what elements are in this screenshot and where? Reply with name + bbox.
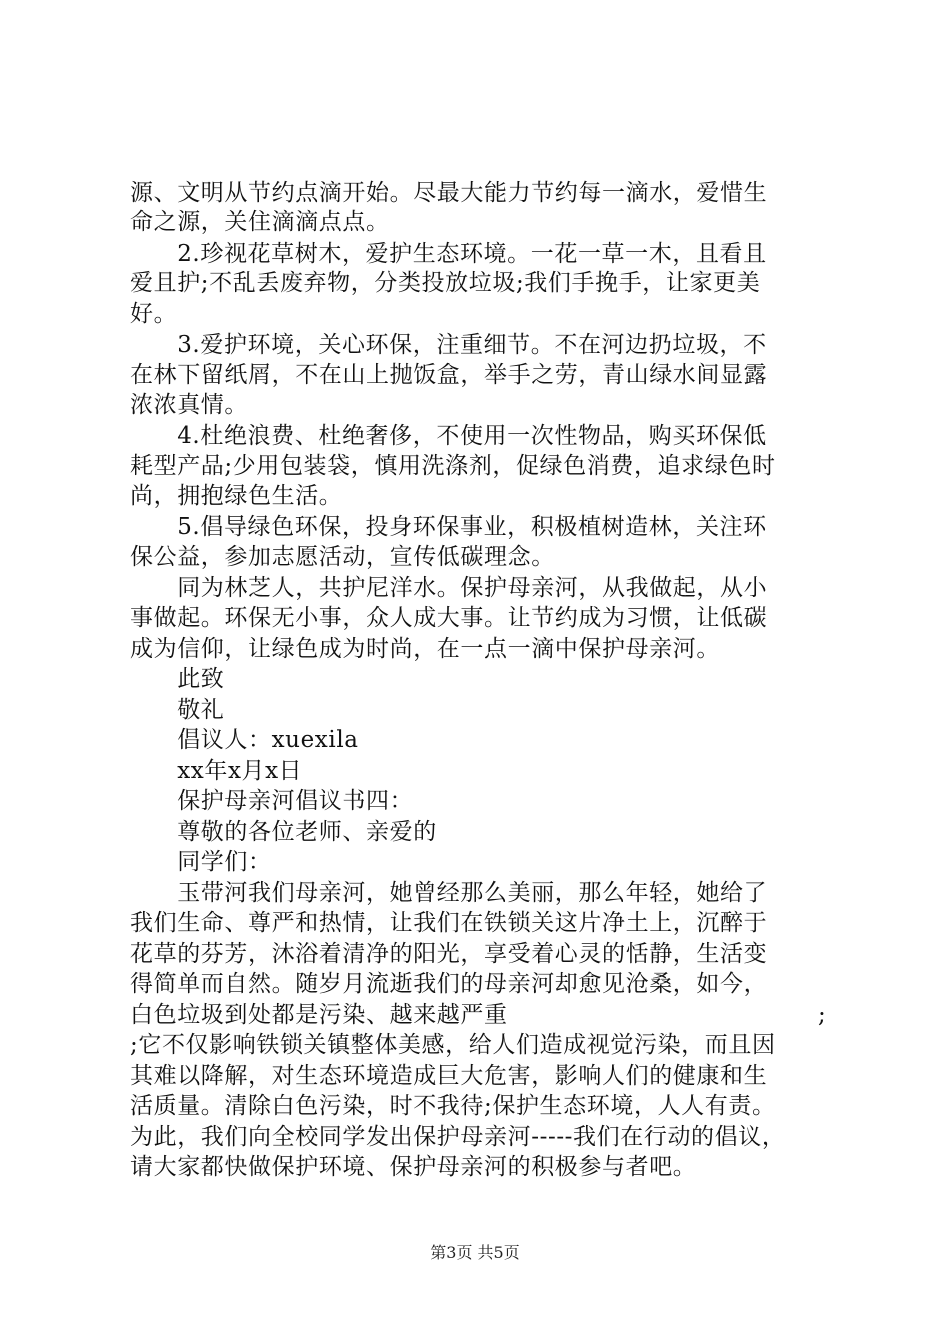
body-line: 5.倡导绿色环保，投身环保事业，积极植树造林，关注环 bbox=[130, 514, 767, 540]
body-line: 4.杜绝浪费、杜绝奢侈，不使用一次性物品，购买环保低 bbox=[130, 423, 767, 449]
body-line: ;它不仅影响铁锁关镇整体美感，给人们造成视觉污染，而且因 bbox=[130, 1032, 776, 1058]
closing-line: 此致 bbox=[130, 666, 225, 692]
body-line: 白色垃圾到处都是污染、越来越严重 bbox=[130, 1002, 508, 1028]
body-line: 事做起。环保无小事，众人成大事。让节约成为习惯，让低碳 bbox=[130, 605, 768, 631]
body-line: 尚，拥抱绿色生活。 bbox=[130, 483, 343, 509]
body-line: 2.珍视花草树木，爱护生态环境。一花一草一木，且看且 bbox=[130, 241, 767, 267]
body-line: 花草的芬芳，沐浴着清净的阳光，享受着心灵的恬静，生活变 bbox=[130, 941, 768, 967]
date-line: xx年x月x日 bbox=[130, 758, 303, 784]
trailing-semicolon: ; bbox=[818, 1002, 826, 1028]
body-line: 成为信仰，让绿色成为时尚，在一点一滴中保护母亲河。 bbox=[130, 636, 720, 662]
body-line: 命之源，关住滴滴点点。 bbox=[130, 209, 390, 235]
body-line: 同为林芝人，共护尼洋水。保护母亲河，从我做起，从小 bbox=[130, 575, 768, 601]
salutation-line: 同学们： bbox=[130, 849, 272, 875]
body-line: 活质量。清除白色污染，时不我待;保护生态环境，人人有责。 bbox=[130, 1093, 776, 1119]
body-line: 源、文明从节约点滴开始。尽最大能力节约每一滴水，爱惜生 bbox=[130, 180, 768, 206]
body-line: 其难以降解，对生态环境造成巨大危害，影响人们的健康和生 bbox=[130, 1063, 768, 1089]
body-line: 为此，我们向全校同学发出保护母亲河-----我们在行动的倡议， bbox=[130, 1124, 786, 1150]
body-line: 浓浓真情。 bbox=[130, 392, 248, 418]
closing-line: 敬礼 bbox=[130, 697, 225, 723]
page-footer: 第3页 共5页 bbox=[430, 1243, 520, 1262]
body-line: 爱且护;不乱丢废弃物，分类投放垃圾;我们手挽手，让家更美 bbox=[130, 270, 761, 296]
body-line: 耗型产品;少用包装袋，慎用洗涤剂，促绿色消费，追求绿色时 bbox=[130, 453, 776, 479]
signature-line: 倡议人：xuexila bbox=[130, 727, 359, 753]
body-line: 请大家都快做保护环境、保护母亲河的积极参与者吧。 bbox=[130, 1154, 697, 1180]
body-line: 在林下留纸屑，不在山上抛饭盒，举手之劳，青山绿水间显露 bbox=[130, 362, 768, 388]
body-line: 3.爱护环境，关心环保，注重细节。不在河边扔垃圾，不 bbox=[130, 332, 767, 358]
salutation-line: 尊敬的各位老师、亲爱的 bbox=[130, 819, 437, 845]
body-line: 保公益，参加志愿活动，宣传低碳理念。 bbox=[130, 544, 555, 570]
body-line: 玉带河我们母亲河，她曾经那么美丽，那么年轻，她给了 bbox=[130, 880, 768, 906]
section-heading: 保护母亲河倡议书四： bbox=[130, 788, 414, 814]
body-line: 得简单而自然。随岁月流逝我们的母亲河却愈见沧桑，如今， bbox=[130, 971, 768, 997]
body-line: 我们生命、尊严和热情，让我们在铁锁关这片净土上，沉醉于 bbox=[130, 910, 768, 936]
body-line: 好。 bbox=[130, 301, 178, 327]
